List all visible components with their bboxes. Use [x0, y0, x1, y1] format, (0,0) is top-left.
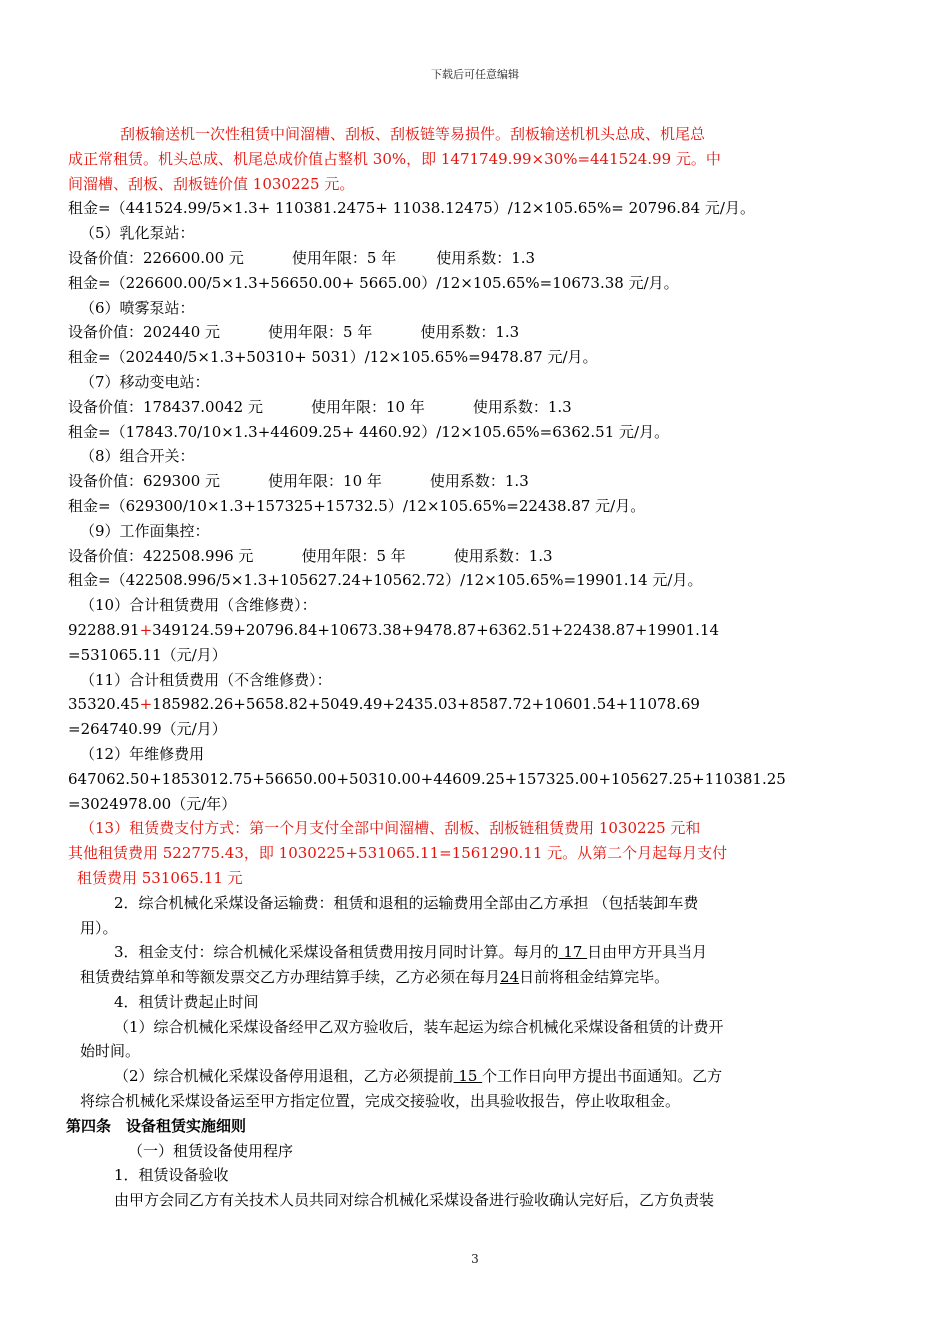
- item-coef: 使用系数：1.3: [420, 323, 520, 342]
- item-title: （9）工作面集控：: [80, 521, 210, 540]
- equipment-item-8: [68, 444, 890, 518]
- page-header: 下载后可任意编辑: [431, 68, 519, 81]
- total10-result: =531065.11（元/月）: [68, 645, 227, 664]
- red-para-line-1: 刮板输送机一次性租赁中间溜槽、刮板、刮板链等易损件。刮板输送机机头总成、机尾总: [120, 125, 706, 143]
- page-number: 3: [471, 1252, 479, 1266]
- clause4-p2-text-a: （2）综合机械化采煤设备停用退租，乙方必须提前: [114, 1067, 454, 1086]
- item-value: 设备价值：178437.0042 元: [68, 397, 263, 416]
- item-years: 使用年限：5 年: [291, 248, 397, 267]
- pay13-line-3: [77, 866, 890, 891]
- item-coef: 使用系数：1.3: [453, 546, 553, 565]
- clause4-p1-line-1: （1）综合机械化采煤设备经甲乙双方验收后，装车起运为综合机械化采煤设备租赁的计费开: [114, 1017, 724, 1036]
- equipment-item-9: [68, 519, 890, 593]
- total10-sum: [68, 618, 890, 643]
- total11-rest: 185982.26+5658.82+5049.49+2435.03+8587.72+10601.54+11078.69: [152, 695, 700, 714]
- clause4-p2-days: 15: [453, 1067, 483, 1086]
- item-params: [68, 395, 890, 420]
- pay13-line-1: （13）租赁费支付方式：第一个月支付全部中间溜槽、刮板、刮板链租赁费用 1030225 元和: [80, 819, 701, 838]
- total11-result: =264740.99（元/月）: [68, 720, 227, 739]
- item-value: 设备价值：629300 元: [68, 472, 221, 491]
- clause3-text-d: 日前将租金结算完毕。: [519, 968, 670, 987]
- article4-body: 由甲方会同乙方有关技术人员共同对综合机械化采煤设备进行验收确认完好后，乙方负责装: [114, 1191, 715, 1210]
- clause3-text-c: 租赁费结算单和等额发票交乙方办理结算手续，乙方必须在每月: [80, 968, 501, 987]
- item-rent: 租金=（629300/10×1.3+157325+15732.5）/12×105.65%=22438.87 元/月。: [68, 496, 646, 515]
- equipment-item-7: [68, 370, 890, 444]
- total10-rest: 349124.59+20796.84+10673.38+9478.87+6362.51+22438.87+19901.14: [152, 620, 720, 639]
- item-title: （6）喷雾泵站：: [80, 298, 195, 317]
- item-title: （5）乳化泵站：: [80, 224, 195, 243]
- clause3-text-a: 3．租金支付：综合机械化采煤设备租赁费用按月同时计算。每月的: [114, 943, 559, 962]
- item-params: [68, 320, 890, 345]
- item-years: 使用年限：10 年: [268, 472, 382, 491]
- total12-result: =3024978.00（元/年）: [68, 794, 237, 813]
- clause4-p2-line-2: 将综合机械化采煤设备运至甲方指定位置，完成交接验收，出具验收报告，停止收取租金。: [80, 1092, 681, 1111]
- item-coef: 使用系数：1.3: [429, 472, 529, 491]
- total12-sum: 647062.50+1853012.75+56650.00+50310.00+44609.25+157325.00+105627.25+110381.25: [68, 769, 786, 788]
- item-params: [68, 469, 890, 494]
- item-coef: 使用系数：1.3: [436, 248, 536, 267]
- article4-sub: （一）租赁设备使用程序: [128, 1141, 294, 1160]
- clause3-line-1: [78, 940, 890, 965]
- total11-plus: +: [139, 695, 153, 714]
- pay13-line-3-text: 租赁费用 531065.11 元: [77, 868, 243, 887]
- article4-item1: 1．租赁设备验收: [114, 1166, 229, 1185]
- clause2-line-1: 2．综合机械化采煤设备运输费：租赁和退租的运输费用全部由乙方承担 （包括装卸车费: [114, 893, 699, 912]
- clause4-p2-text-b: 个工作日向甲方提出书面通知。乙方: [482, 1067, 723, 1086]
- item-years: 使用年限：10 年: [310, 397, 425, 416]
- item-rent: 租金=（202440/5×1.3+50310+ 5031）/12×105.65%=9478.87 元/月。: [68, 348, 598, 367]
- clause3-day2: 24: [500, 968, 520, 987]
- document-body: [66, 122, 890, 1213]
- clause4-p1-line-2: 始时间。: [80, 1042, 141, 1061]
- item-params: [68, 246, 890, 271]
- item-title: （7）移动变电站：: [80, 372, 210, 391]
- item-rent: 租金=（226600.00/5×1.3+56650.00+ 5665.00）/12×105.65%=10673.38 元/月。: [68, 273, 679, 292]
- item-years: 使用年限：5 年: [301, 546, 406, 565]
- equipment-item-6: [68, 296, 890, 370]
- clause4-title: 4．租赁计费起止时间: [114, 992, 259, 1011]
- clause2-line-2: 用）。: [80, 918, 118, 937]
- clause4-p2-line-1: [78, 1064, 890, 1089]
- red-para-line-3: 间溜槽、刮板、刮板链价值 1030225 元。: [68, 174, 355, 193]
- clause3-line-2: [80, 965, 890, 990]
- total11-first: 35320.45: [68, 695, 140, 714]
- item-value: 设备价值：226600.00 元: [68, 248, 244, 267]
- total10-title: （10）合计租赁费用（含维修费）：: [80, 596, 317, 615]
- red-para-line-2: 成正常租赁。机头总成、机尾总成价值占整机 30%，即 1471749.99×30%=441524.99 元。中: [68, 149, 721, 168]
- total10-first: 92288.91: [68, 620, 140, 639]
- clause3-text-b: 日由甲方开具当月: [587, 943, 708, 962]
- total10-plus: +: [139, 620, 153, 639]
- item-rent: 租金=（422508.996/5×1.3+105627.24+10562.72）/12×105.65%=19901.14 元/月。: [68, 571, 703, 590]
- item-coef: 使用系数：1.3: [472, 397, 572, 416]
- item-years: 使用年限：5 年: [268, 323, 373, 342]
- total11-title: （11）合计租赁费用（不含维修费）：: [80, 670, 332, 689]
- item-value: 设备价值：202440 元: [68, 323, 221, 342]
- item-params: [68, 544, 890, 569]
- total12-title: （12）年维修费用: [80, 744, 205, 763]
- item-value: 设备价值：422508.996 元: [68, 546, 254, 565]
- clause3-day1: 17: [558, 943, 588, 962]
- pay13-line-2: 其他租赁费用 522775.43，即 1030225+531065.11=1561290.11 元。从第二个月起每月支付: [68, 844, 728, 863]
- rent-line-4: 租金=（441524.99/5×1.3+ 110381.2475+ 11038.12475）/12×105.65%= 20796.84 元/月。: [68, 199, 755, 218]
- article4-title: 第四条 设备租赁实施细则: [66, 1116, 247, 1135]
- equipment-item-5: [68, 221, 890, 295]
- item-title: （8）组合开关：: [80, 447, 195, 466]
- total11-sum: [68, 692, 890, 717]
- item-rent: 租金=（17843.70/10×1.3+44609.25+ 4460.92）/12×105.65%=6362.51 元/月。: [68, 422, 670, 441]
